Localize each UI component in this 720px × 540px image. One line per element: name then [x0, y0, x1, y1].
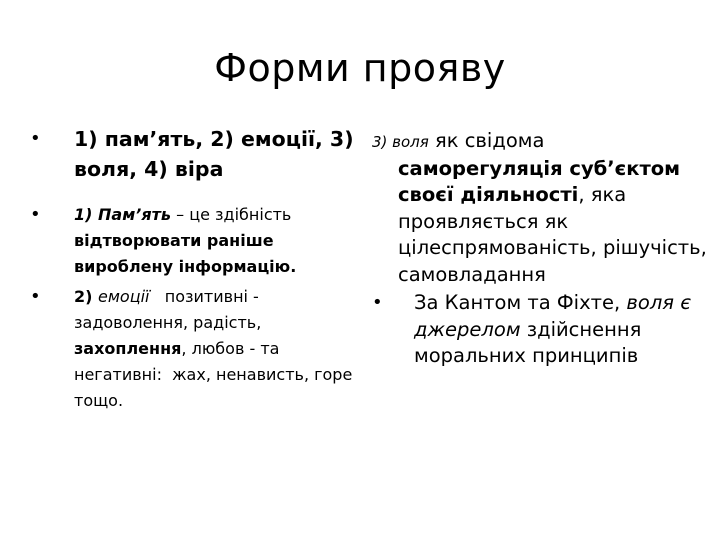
bullet-marker: •: [30, 128, 41, 149]
bullet-memory: [28, 202, 358, 280]
memory-bold-text: відтворювати раніше вироблену інформацію.: [74, 231, 297, 276]
bullet-marker: •: [372, 292, 383, 313]
will-text-2: , яка проявляється як цілеспрямованість, рішучість, самовладання: [398, 183, 707, 286]
kant-text-1: За Кантом та Фіхте,: [414, 291, 627, 314]
bullet-kant-fichte: [372, 290, 712, 370]
emotions-lead-number: 2): [74, 287, 99, 306]
emotions-lead-word: емоції: [98, 287, 150, 306]
memory-lead: 1) Пам’ять: [74, 205, 172, 224]
kant-text-2: здійснення моральних принципів: [414, 317, 642, 367]
slide-title: Форми прояву: [214, 46, 506, 90]
bullet-marker: •: [30, 286, 41, 307]
will-lead: 3) воля: [372, 133, 429, 151]
left-column: [28, 124, 358, 414]
will-text-1: як свідома: [428, 129, 545, 152]
right-column: [372, 128, 712, 370]
emotions-tail: , любов - та негативні: жах, ненависть, горе тощо.: [74, 339, 358, 410]
bullet-marker: •: [30, 204, 41, 225]
bullet-forms-list: [28, 124, 358, 184]
forms-list-text: 1) пам’ять, 2) емоції, 3) воля, 4) віра: [74, 127, 354, 181]
will-bold-text: саморегуляція суб’єктом своєї діяльності: [398, 156, 681, 206]
will-definition: [372, 128, 712, 288]
emotions-text: позитивні - задоволення, радість,: [74, 287, 267, 332]
kant-italic-text: воля є джерелом: [414, 291, 691, 341]
memory-text: – це здібність: [171, 205, 292, 224]
emotions-bold-word: захоплення: [74, 339, 182, 358]
bullet-emotions: [28, 284, 358, 414]
